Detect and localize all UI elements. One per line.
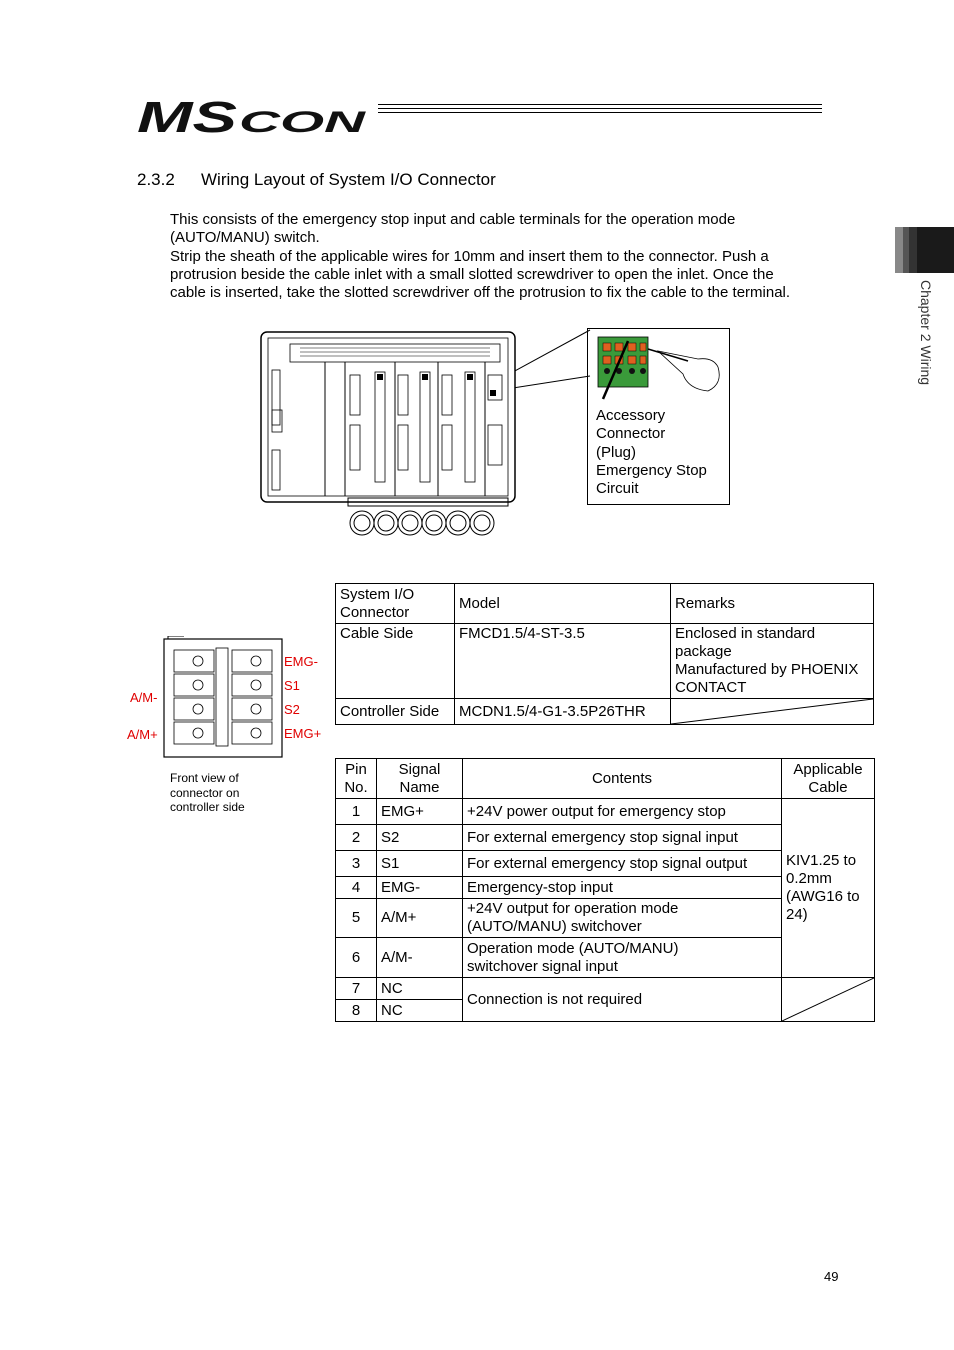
signal-name-cell: EMG+: [377, 799, 463, 825]
cell-text: Pin: [345, 760, 367, 778]
cell-text: CONTACT: [675, 679, 747, 696]
pin-number-cell: 6: [336, 938, 377, 978]
pin-number-cell: 4: [336, 877, 377, 899]
cell-text: 0.2mm: [786, 870, 832, 887]
text-line: Strip the sheath of the applicable wires for 10mm and insert them to the connector. Push a: [170, 247, 769, 265]
cell-text: (AUTO/MANU) switchover: [467, 918, 642, 935]
table-header-cell: Contents: [463, 759, 782, 799]
pin-assignment-table: [335, 758, 875, 1022]
pin-label-s1: S1: [284, 678, 300, 693]
cell-text: No.: [344, 778, 368, 796]
header-rule: [378, 104, 822, 116]
table-header-cell: Remarks: [671, 584, 874, 624]
table-header-row: [336, 759, 875, 799]
table-header-cell: [782, 759, 875, 799]
section-number: 2.3.2: [137, 170, 175, 189]
cell-text: Manufactured by PHOENIX: [675, 661, 859, 678]
table-cell-blank: [782, 978, 875, 1022]
table-header-cell: [336, 584, 455, 624]
pin-label-s2: S2: [284, 702, 300, 717]
pin-number-cell: 5: [336, 899, 377, 938]
table-cell: Controller Side: [336, 699, 455, 725]
text-line: (AUTO/MANU) switch.: [170, 229, 320, 247]
text-line: cable is inserted, take the slotted screwdriver off the protrusion to fix the cable to the terminal.: [170, 284, 791, 302]
table-row: [336, 624, 874, 699]
pin-number-cell: 1: [336, 799, 377, 825]
table-row: [336, 978, 875, 1000]
pin-label-emg-plus: EMG+: [284, 726, 322, 741]
table-header-row: [336, 584, 874, 624]
mscon-logo: [137, 96, 369, 141]
pin-label-emg-minus: EMG-: [284, 654, 318, 669]
callout-line: Accessory: [596, 407, 666, 424]
cell-text: Cable: [808, 778, 848, 796]
table-header-cell: Model: [455, 584, 671, 624]
controller-illustration: [260, 330, 520, 545]
applicable-cable-cell: [782, 799, 875, 978]
diagonal-strike: [671, 699, 873, 724]
contents-cell: Emergency-stop input: [463, 877, 782, 899]
table-row: [336, 799, 875, 825]
section-heading: [137, 170, 496, 190]
contents-cell: [463, 899, 782, 938]
signal-name-cell: A/M+: [377, 899, 463, 938]
contents-cell: For external emergency stop signal input: [463, 825, 782, 851]
text-line: This consists of the emergency stop input and cable terminals for the operation mode: [170, 211, 736, 228]
figure-caption: [170, 771, 245, 815]
cell-text: Connector: [340, 603, 410, 621]
cell-text: Enclosed in standard: [675, 625, 816, 642]
callout-line: Circuit: [596, 480, 639, 498]
cell-text: switchover signal input: [467, 957, 618, 975]
signal-name-cell: S1: [377, 851, 463, 877]
signal-name-cell: EMG-: [377, 877, 463, 899]
cell-text: Name: [399, 778, 440, 796]
signal-name-cell: NC: [377, 1000, 463, 1022]
pin-number-cell: 3: [336, 851, 377, 877]
callout-line: Emergency Stop: [596, 461, 707, 479]
table-row: [336, 699, 874, 725]
callout-text: [596, 407, 707, 498]
table-cell-blank: [671, 699, 874, 725]
callout-line: Connector: [596, 425, 666, 443]
svg-text:MS: MS: [137, 96, 237, 136]
cell-text: Applicable: [793, 760, 863, 778]
table-header-cell: [377, 759, 463, 799]
caption-line: controller side: [170, 800, 245, 814]
cell-text: KIV1.25 to: [786, 852, 857, 869]
pin-number-cell: 8: [336, 1000, 377, 1022]
cell-text: System I/O: [340, 585, 415, 603]
text-line: protrusion beside the cable inlet with a small slotted screwdriver to open the inlet. Once the: [170, 265, 774, 283]
page-number: 49: [824, 1269, 839, 1284]
caption-line: connector on: [170, 785, 240, 800]
signal-name-cell: A/M-: [377, 938, 463, 978]
table-cell: FMCD1.5/4-ST-3.5: [455, 624, 671, 699]
contents-cell: Connection is not required: [463, 978, 782, 1022]
cell-text: 24): [786, 906, 808, 923]
pin-number-cell: 2: [336, 825, 377, 851]
connector-front-view: [160, 636, 284, 765]
cell-text: package: [675, 643, 732, 660]
table-cell: Cable Side: [336, 624, 455, 699]
contents-cell: +24V power output for emergency stop: [463, 799, 782, 825]
table-cell: [671, 624, 874, 699]
body-text: [170, 211, 850, 302]
table-cell: MCDN1.5/4-G1-3.5P26THR: [455, 699, 671, 725]
caption-line: Front view of: [170, 771, 239, 785]
contents-cell: For external emergency stop signal output: [463, 851, 782, 877]
table-header-cell: [336, 759, 377, 799]
pin-label-am-minus: A/M-: [130, 690, 158, 705]
chapter-tab-marker: [895, 227, 954, 273]
contents-cell: [463, 938, 782, 978]
callout-line: (Plug): [596, 443, 637, 461]
pin-label-am-plus: A/M+: [127, 727, 158, 742]
section-title: Wiring Layout of System I/O Connector: [201, 170, 496, 189]
cell-text: (AWG16 to: [786, 888, 860, 905]
cell-text: Operation mode (AUTO/MANU): [467, 939, 679, 957]
signal-name-cell: NC: [377, 978, 463, 1000]
cell-text: +24V output for operation mode: [467, 900, 679, 917]
diagonal-strike: [782, 978, 874, 1021]
connector-spec-table: [335, 583, 874, 725]
signal-name-cell: S2: [377, 825, 463, 851]
chapter-label: Chapter 2 Wiring: [918, 280, 934, 386]
cell-text: Signal: [398, 760, 441, 778]
pin-number-cell: 7: [336, 978, 377, 1000]
svg-text:CON: CON: [239, 106, 368, 136]
